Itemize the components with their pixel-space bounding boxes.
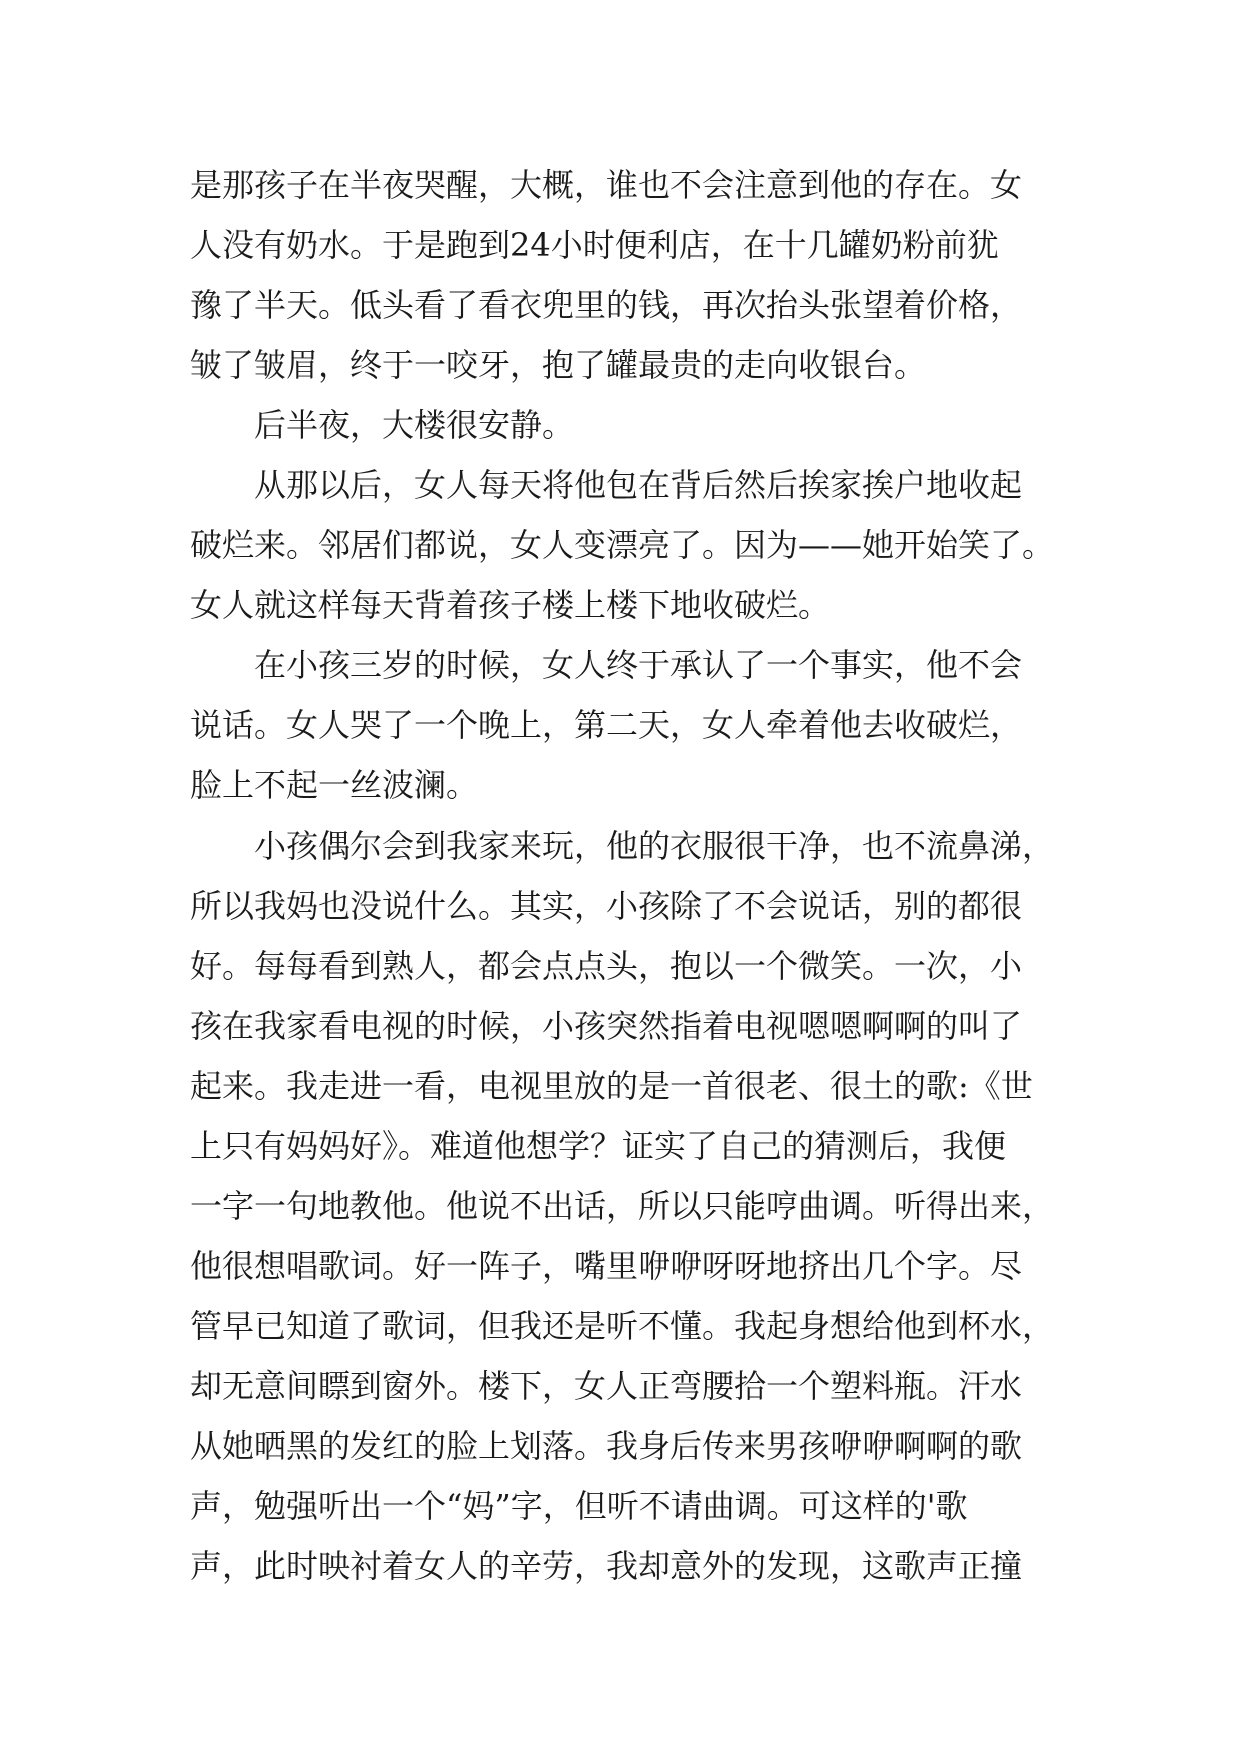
paragraph-first-line: 在小孩三岁的时候，女人终于承认了一个事实，他不会	[254, 646, 1023, 684]
text-line: 皱了皱眉，终于一咬牙，抱了罐最贵的走向收银台。	[190, 346, 927, 384]
text-line: 声，此时映衬着女人的辛劳，我却意外的发现，这歌声正撞	[190, 1547, 1023, 1585]
text-line: 人没有奶水。于是跑到24小时便利店，在十几罐奶粉前犹	[190, 226, 999, 264]
text-line: 女人就这样每天背着孩子楼上楼下地收破烂。	[190, 586, 831, 624]
text-line: 是那孩子在半夜哭醒，大概，谁也不会注意到他的存在。女	[190, 166, 1023, 204]
paragraph-first-line: 从那以后，女人每天将他包在背后然后挨家挨户地收起	[254, 466, 1023, 504]
text-line: 所以我妈也没说什么。其实，小孩除了不会说话，别的都很	[190, 887, 1023, 925]
text-line: 上只有妈妈好》。难道他想学？证实了自己的猜测后，我便	[190, 1127, 1007, 1165]
text-line: 声，勉强听出一个“妈”字，但听不请曲调。可这样的'歌	[190, 1487, 968, 1525]
text-line: 说话。女人哭了一个晚上，第二天，女人牵着他去收破烂，	[190, 706, 1023, 744]
text-line: 却无意间瞟到窗外。楼下，女人正弯腰拾一个塑料瓶。汗水	[190, 1367, 1023, 1405]
text-line: 一字一句地教他。他说不出话，所以只能哼曲调。听得出来，	[190, 1187, 1055, 1225]
text-line: 孩在我家看电视的时候，小孩突然指着电视嗯嗯啊啊的叫了	[190, 1007, 1023, 1045]
paragraph-first-line: 小孩偶尔会到我家来玩，他的衣服很干净，也不流鼻涕，	[254, 827, 1055, 865]
text-line: 破烂来。邻居们都说，女人变漂亮了。因为——她开始笑了。	[190, 526, 1055, 564]
text-line: 起来。我走进一看，电视里放的是一首很老、很土的歌:《世	[190, 1067, 1033, 1105]
paragraph-first-line: 后半夜，大楼很安静。	[254, 406, 575, 444]
text-line: 他很想唱歌词。好一阵子，嘴里咿咿呀呀地挤出几个字。尽	[190, 1247, 1023, 1285]
text-line: 脸上不起一丝波澜。	[190, 766, 479, 804]
text-line: 豫了半天。低头看了看衣兜里的钱，再次抬头张望着价格，	[190, 286, 1023, 324]
text-line: 管早已知道了歌词，但我还是听不懂。我起身想给他到杯水，	[190, 1307, 1055, 1345]
text-line: 好。每每看到熟人，都会点点头，抱以一个微笑。一次，小	[190, 947, 1023, 985]
text-line: 从她晒黑的发红的脸上划落。我身后传来男孩咿咿啊啊的歌	[190, 1427, 1023, 1465]
